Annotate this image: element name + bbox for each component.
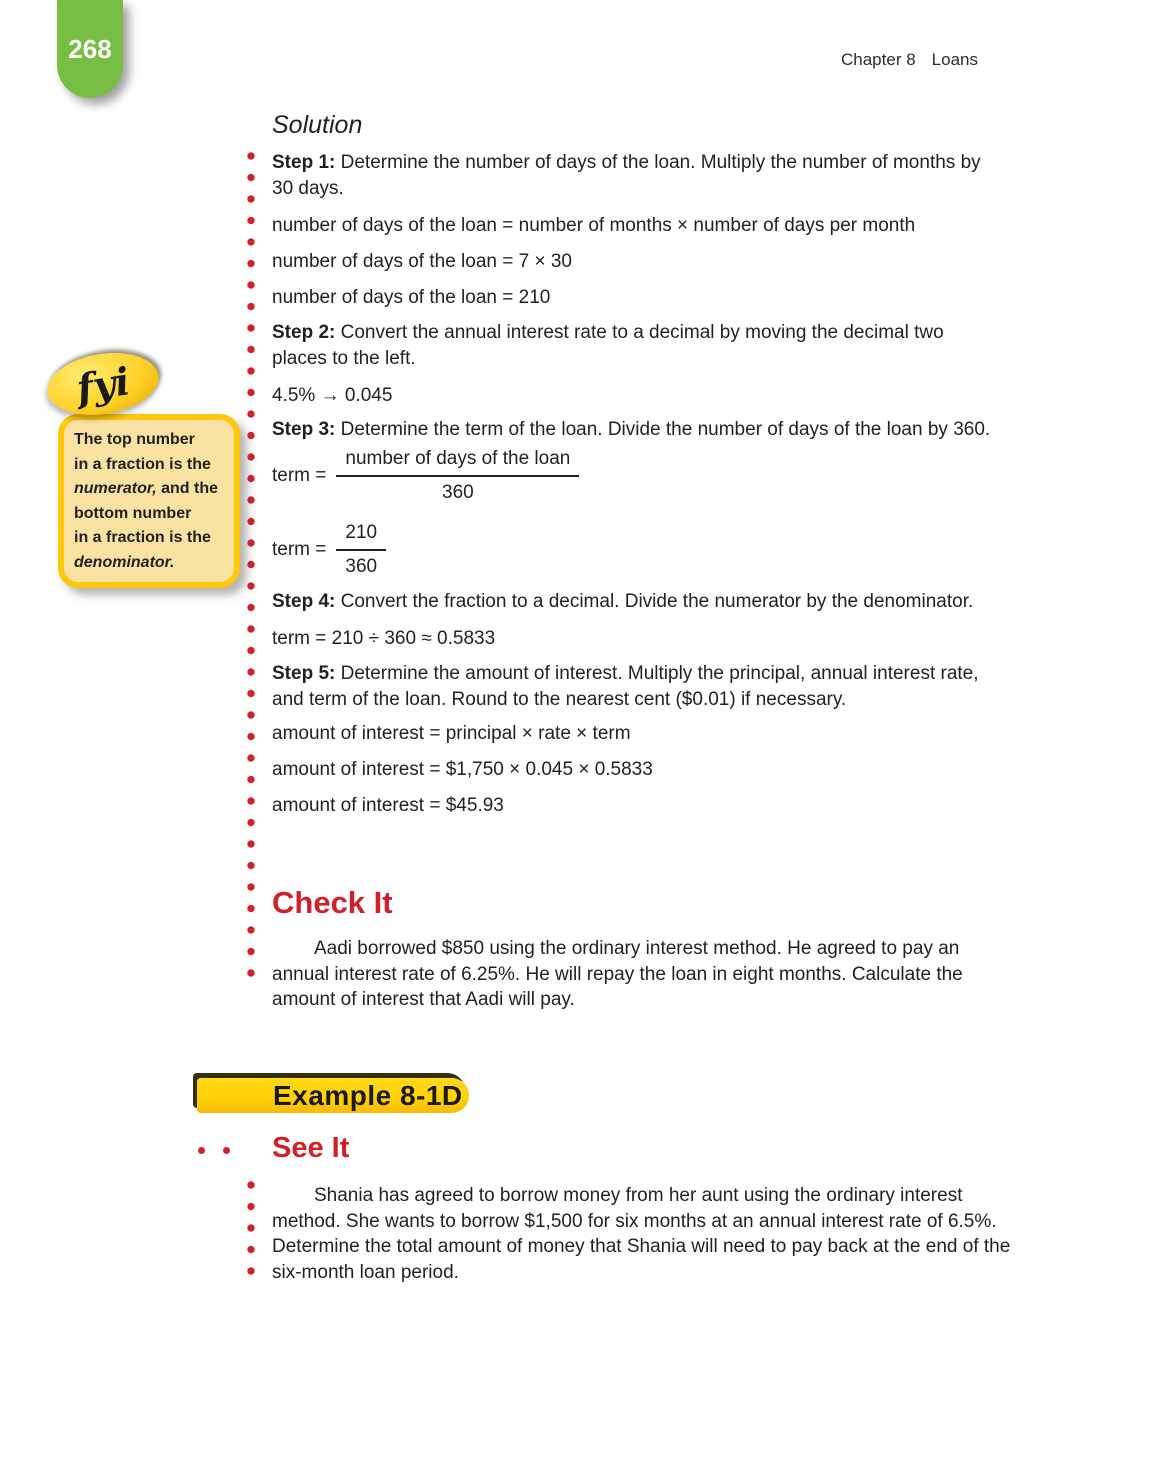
see-it-heading: See It: [272, 1132, 350, 1164]
equation-term-decimal: term = 210 ÷ 360 ≈ 0.5833: [272, 628, 496, 649]
page-number: 268: [68, 33, 112, 64]
fraction-denominator: 360: [345, 556, 378, 577]
dotted-rule-vertical-lower: [246, 1180, 256, 1280]
fyi-text-line: in a fraction is the: [74, 455, 211, 473]
fraction-denominator: 360: [442, 482, 474, 503]
solution-heading: Solution: [272, 111, 363, 139]
fraction-term-values: [272, 521, 1002, 579]
see-it-paragraph: Shania has agreed to borrow money from her aunt using the ordinary interest method. She wants to borrow $1,500 for six months at an annual interest rate of 6.5%. Determine the total amount of money that Shania will need to pay back at the end of the six-month loan period.: [272, 1185, 1011, 1283]
see-it-section: [272, 1132, 1012, 1285]
step-5-text: Determine the amount of interest. Multiply the principal, annual interest rate, and term of the loan. Round to the nearest cent ($0.01) if necessary.: [272, 663, 979, 710]
equation-rate-conversion: 4.5% → 0.045: [272, 385, 393, 406]
fyi-badge: [43, 346, 163, 423]
step-5-label: Step 5:: [272, 663, 336, 684]
fraction-numerator: 210: [336, 521, 386, 551]
step-1-label: Step 1:: [272, 152, 336, 173]
dotted-rule-vertical-upper: [246, 151, 256, 991]
step-5: [272, 661, 1002, 713]
solution-section: [272, 108, 1002, 819]
running-header: [841, 50, 978, 70]
fraction: [336, 521, 386, 579]
fyi-text-line: bottom number: [74, 504, 192, 522]
fyi-text-line: denominator.: [74, 553, 175, 571]
fyi-text-line: The top number: [74, 431, 195, 448]
equation-days-formula: number of days of the loan = number of months × number of days per month: [272, 215, 916, 236]
header-topic: Loans: [931, 50, 978, 69]
step-2-text: Convert the annual interest rate to a decimal by moving the decimal two places to the left.: [272, 322, 944, 369]
fraction-lhs: term =: [272, 465, 327, 486]
equation-interest-values: amount of interest = $1,750 × 0.045 × 0.5833: [272, 759, 653, 780]
step-3: [272, 417, 1002, 443]
example-banner-label: Example 8-1D: [273, 1079, 463, 1111]
equation-days-values: number of days of the loan = 7 × 30: [272, 251, 572, 272]
fraction-numerator: number of days of the loan: [336, 447, 579, 477]
step-2-label: Step 2:: [272, 322, 336, 343]
example-banner: [197, 1078, 469, 1113]
step-4-text: Convert the fraction to a decimal. Divide the numerator by the denominator.: [335, 591, 974, 612]
check-it-heading: Check It: [272, 885, 393, 920]
step-2: [272, 320, 1002, 372]
page-number-tab: [57, 0, 123, 98]
equation-interest-result: amount of interest = $45.93: [272, 795, 504, 816]
step-3-label: Step 3:: [272, 419, 336, 440]
fyi-text-line: in a fraction is the: [74, 529, 211, 546]
fraction-lhs: term =: [272, 539, 327, 560]
equation-interest-formula: amount of interest = principal × rate × term: [272, 723, 631, 744]
red-dot: [198, 1147, 205, 1154]
step-4: [272, 589, 1002, 615]
step-4-label: Step 4:: [272, 591, 336, 612]
step-1-text: Determine the number of days of the loan. Multiply the number of months by 30 days.: [272, 152, 981, 199]
fyi-badge-label: fyi: [73, 357, 133, 411]
equation-days-result: number of days of the loan = 210: [272, 287, 551, 308]
check-it-section: [272, 886, 1012, 1013]
red-dot: [223, 1147, 230, 1154]
fyi-callout-box: [58, 414, 240, 588]
fraction: [336, 447, 579, 505]
fraction-term-formula: [272, 447, 1002, 505]
check-it-paragraph: Aadi borrowed $850 using the ordinary interest method. He agreed to pay an annual interest rate of 6.25%. He will repay the loan in eight months. Calculate the amount of interest that Aadi will pay.: [272, 938, 963, 1010]
step-1: [272, 150, 1002, 202]
step-3-text: Determine the term of the loan. Divide the number of days of the loan by 360.: [335, 419, 991, 440]
fyi-text-line: numerator, and the: [74, 480, 219, 497]
header-chapter: Chapter 8: [841, 50, 916, 69]
